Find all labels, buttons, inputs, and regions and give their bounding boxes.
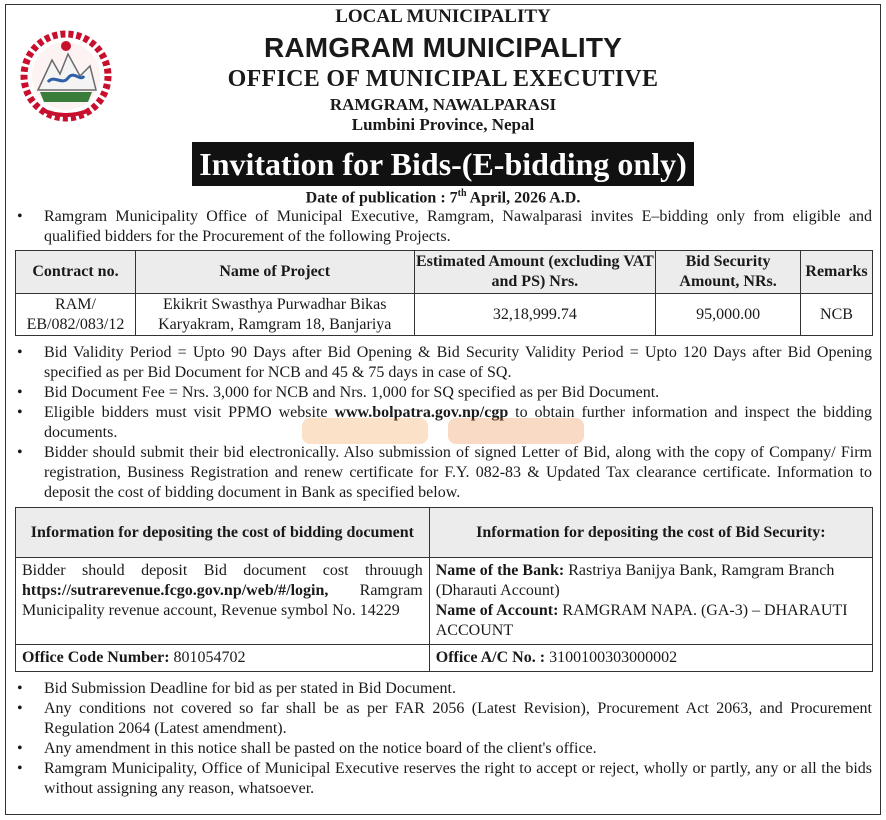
bid-security-cell: 95,000.00 [656, 294, 801, 336]
bank-name-line: Name of the Bank: Rastriya Banijya Bank, Ramgram Branch (Dharauti Account) [435, 562, 835, 599]
header-office-name: OFFICE OF MUNICIPAL EXECUTIVE [227, 66, 659, 92]
bid-fee-text: Bid Document Fee = Nrs. 3,000 for NCB and Nrs. 1,000 for SQ specified as per Bid Document. [44, 384, 660, 401]
list-item [16, 383, 872, 403]
header-province: Lumbini Province, Nepal [351, 115, 535, 134]
contract-number-cell: RAM/ EB/082/083/12 [16, 294, 136, 336]
account-name-line: Name of Account: RAMGRAM NAPA. (GA-3) – DHARAUTI ACCOUNT [435, 602, 848, 639]
remarks-cell: NCB [801, 294, 873, 336]
closing-bullets [16, 679, 872, 799]
list-item [16, 443, 872, 503]
header-address: RAMGRAM, NAWALPARASI [329, 95, 557, 114]
intro-bullets [16, 207, 872, 247]
bid-document-cost-header: Information for depositing the cost of bidding document [16, 508, 430, 558]
bullet-icon: • [17, 444, 23, 461]
conditions-text: Any conditions not covered so far shall be as per FAR 2056 (Latest Revision), Procurement Act 2063, and Procurement Regulation 2064 (Latest amendment). [44, 700, 872, 737]
list-item [16, 759, 872, 799]
intro-text: Ramgram Municipality Office of Municipal Executive, Ramgram, Nawalparasi invites E–bidding only from eligible and qualified bidders for the Procurement of the following Projects. [44, 208, 872, 245]
ppmo-website-link[interactable]: www.bolpatra.gov.np/cgp [334, 404, 509, 421]
column-header: Remarks [801, 251, 873, 294]
publication-date: Date of publication : 7th April, 2026 A.D. [305, 188, 581, 207]
sutra-revenue-link[interactable]: https://sutrarevenue.fcgo.gov.np/web/#/login, [22, 582, 329, 599]
bullet-icon: • [17, 680, 23, 697]
bid-security-cost-header: Information for depositing the cost of Bid Security: [429, 508, 872, 558]
website-text: Eligible bidders must visit PPMO website www.bolpatra.gov.np/cgp to obtain further information and inspect the bidding documents. [44, 404, 873, 441]
office-account-cell: Office A/C No. : 3100100303000002 [429, 645, 872, 672]
amendment-text: Any amendment in this notice shall be pasted on the notice board of the client's office. [44, 740, 597, 757]
table-header-row [16, 508, 873, 558]
list-item [16, 679, 872, 699]
bid-security-deposit-cell [429, 558, 872, 645]
office-code-cell: Office Code Number: 801054702 [16, 645, 430, 672]
list-item [16, 739, 872, 759]
bullet-icon: • [17, 700, 23, 717]
deadline-text: Bid Submission Deadline for bid as per stated in Bid Document. [44, 680, 456, 697]
deposit-info-table [15, 507, 873, 672]
bullet-icon: • [17, 208, 23, 225]
list-item [16, 343, 872, 383]
list-item [16, 699, 872, 739]
bullet-icon: • [17, 344, 23, 361]
projects-table [15, 250, 873, 336]
submission-text: Bidder should submit their bid electronically. Also submission of signed Letter of Bid, along with the copy of Company/ Firm registration, Business Registration and renew certificate for F.Y. 082-83 & Updated Tax clearance certificate. Information to deposit the cost of bidding document in Bank as specified below. [44, 444, 872, 501]
bid-document-deposit-cell: Bidder should deposit Bid document cost throuugh https://sutrarevenue.fcgo.gov.np/web/#/login, Ramgram Municipality revenue account, Revenue symbol No. 14229 [16, 558, 430, 645]
table-row [16, 294, 873, 336]
bullet-icon: • [17, 384, 23, 401]
column-header: Estimated Amount (excluding VAT and PS) Nrs. [414, 251, 656, 294]
project-name-cell: Ekikrit Swasthya Purwadhar Bikas Karyakram, Ramgram 18, Banjariya [135, 294, 414, 336]
column-header: Bid Security Amount, NRs. [656, 251, 801, 294]
estimated-amount-cell: 32,18,999.74 [414, 294, 656, 336]
bid-validity-text: Bid Validity Period = Upto 90 Days after Bid Opening & Bid Security Validity Period = Upto 120 Days after Bid Opening specified as per Bid Document for NCB and 45 & 75 days in case of SQ. [44, 344, 872, 381]
header-municipality-name: RAMGRAM MUNICIPALITY [263, 32, 623, 63]
bullet-icon: • [17, 740, 23, 757]
table-row [16, 558, 873, 645]
column-header: Contract no. [16, 251, 136, 294]
table-header-row [16, 251, 873, 294]
table-row [16, 645, 873, 672]
bullet-icon: • [17, 760, 23, 777]
list-item [16, 207, 872, 247]
rights-reserved-text: Ramgram Municipality, Office of Municipal Executive reserves the right to accept or reject, wholly or partly, any or all the bids without assigning any reason, whatsoever. [44, 760, 872, 797]
header-local-municipality: LOCAL MUNICIPALITY [335, 6, 551, 27]
watermark-logo-icon [298, 410, 588, 450]
column-header: Name of Project [135, 251, 414, 294]
bullet-icon: • [17, 404, 23, 421]
notice-title-banner: Invitation for Bids-(E-bidding only) [192, 142, 694, 186]
